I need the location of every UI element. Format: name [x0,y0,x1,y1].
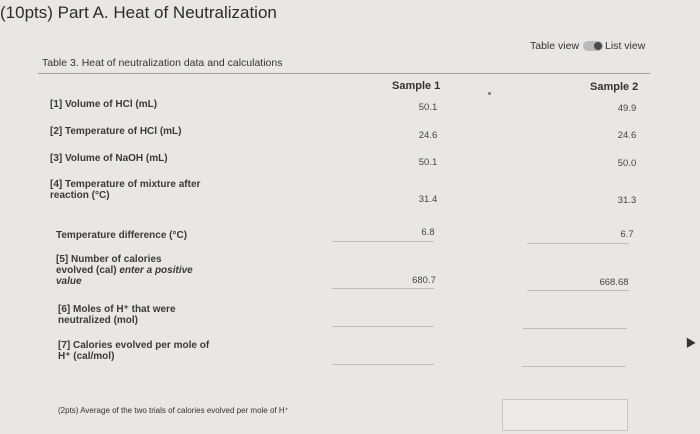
cell-temp-hcl-s1[interactable]: 24.6 [418,130,438,141]
row-label-temp-hcl: [2] Temperature of HCl (mL) [50,126,182,137]
row-label-line: H⁺ (cal/mol) [58,351,115,362]
row-label-segment: evolved (cal) [56,265,117,276]
row-label-line: [6] Moles of H⁺ that were [58,304,176,315]
calories-per-mole-s1-input[interactable] [332,364,434,365]
cell-volume-naoh-s2[interactable]: 50.0 [617,158,637,169]
cell-calories-evolved-s1[interactable]: 680.7 [412,275,436,286]
list-view-label[interactable]: List view [605,40,646,52]
toggle-switch[interactable] [583,41,603,51]
average-question-text: Average of the two trials of calories evolved per mole of H⁺ [80,406,289,415]
column-header-sample-1: Sample 1 [392,80,441,92]
row-label-line [56,265,193,276]
cell-volume-hcl-s2[interactable]: 49.9 [617,103,637,114]
row-label-calories-per-mole [58,340,209,362]
points-label: (2pts) [58,406,79,415]
answer-underline [527,243,629,244]
row-label-hint: enter a positive [119,265,193,276]
row-label-temp-mixture [50,179,200,201]
cell-volume-naoh-s1[interactable]: 50.1 [418,157,438,168]
cell-calories-evolved-s2[interactable]: 668.68 [599,277,629,288]
cell-temp-mixture-s2[interactable]: 31.3 [617,195,637,206]
mouse-cursor-icon [682,335,695,348]
answer-underline [332,241,434,242]
table-caption: Table 3. Heat of neutralization data and calculations [42,57,283,69]
row-label-volume-hcl: [1] Volume of HCl (mL) [50,99,158,110]
page-title: (10pts) Part A. Heat of Neutralization [0,3,277,22]
cell-temp-mixture-s1[interactable]: 31.4 [418,194,438,205]
cell-volume-hcl-s1[interactable]: 50.1 [418,102,438,113]
average-answer-input[interactable] [502,399,628,431]
row-label-line: [7] Calories evolved per mole of [58,340,210,351]
answer-underline [527,290,629,291]
table-view-label[interactable]: Table view [530,40,580,52]
calories-per-mole-s2-input[interactable] [522,366,626,367]
row-label-line: [5] Number of calories [56,254,162,265]
cell-temp-difference-s2[interactable]: 6.7 [620,229,634,240]
average-question [58,406,289,415]
answer-underline [332,288,434,289]
row-label-hint: value [56,276,82,287]
column-header-sample-2: Sample 2 [590,81,639,93]
cell-temp-difference-s1[interactable]: 6.8 [421,227,435,238]
row-label-line: neutralized (mol) [58,315,139,326]
stray-mark [488,92,491,95]
row-label-calories-evolved [56,254,193,287]
moles-s2-input[interactable] [523,328,627,329]
row-label-volume-naoh: [3] Volume of NaOH (mL) [50,153,168,164]
view-toggle[interactable] [530,40,645,52]
row-label-temp-difference: Temperature difference (°C) [56,230,188,241]
row-label-moles-neutralized [58,304,176,326]
row-label-line: [4] Temperature of mixture after [50,179,201,190]
cell-temp-hcl-s2[interactable]: 24.6 [617,130,637,141]
header-divider [38,73,650,74]
moles-s1-input[interactable] [332,326,434,327]
row-label-line: reaction (°C) [50,190,110,201]
